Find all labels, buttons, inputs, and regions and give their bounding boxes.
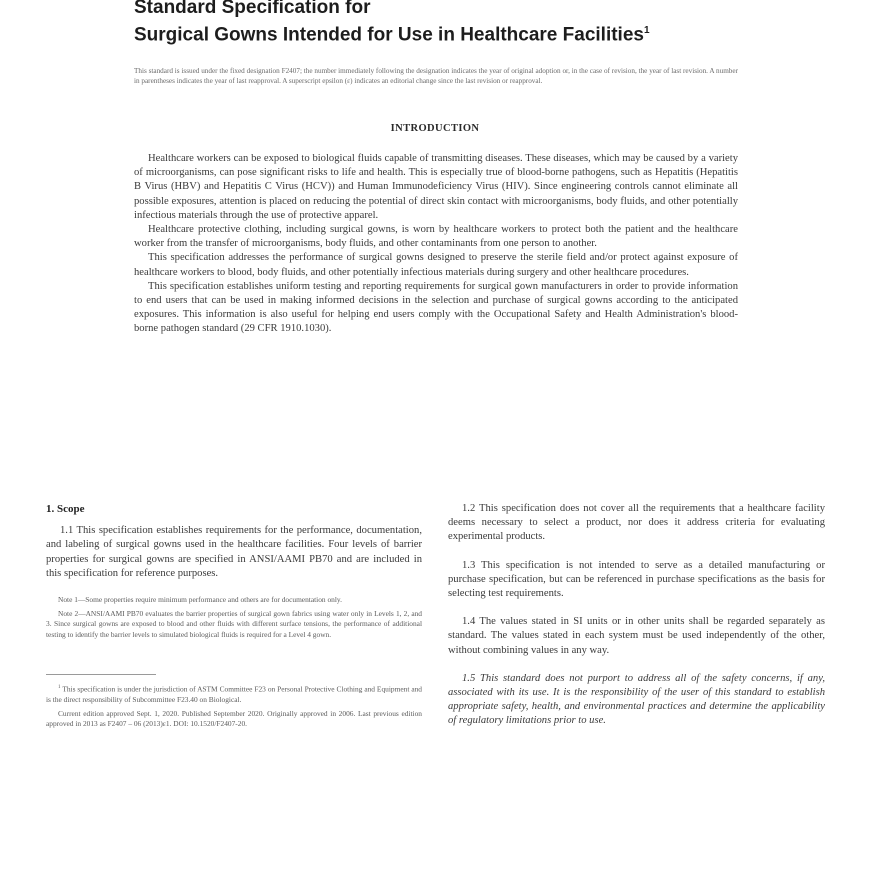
- document-title: [134, 0, 774, 46]
- scope-paragraph-1-2: 1.2 This specification does not cover all the requirements that a healthcare facility deems necessary to select a product, nor does it address criteria for evaluating experimental products.: [448, 503, 825, 543]
- note-1: Note 1—Some properties require minimum performance and others are for documentation only.: [58, 595, 342, 605]
- note-2: Note 2—ANSI/AAMI PB70 evaluates the barrier properties of surgical gown fabrics using water only in Levels 1, 2, and 3. Since surgical gowns are exposed to blood and other fluids with different surface tensions, the performance of additional testing to identify the barrier levels to simulated biological fluids is required for a Level 4 gown.: [46, 609, 422, 639]
- left-column: [46, 502, 422, 733]
- footnote-1-text: This specification is under the jurisdiction of ASTM Committee F23 on Personal Protective Clothing and Equipment and is the direct responsibility of Subcommittee F23.40 on Biological.: [46, 684, 422, 704]
- title-footnote-mark: 1: [643, 25, 650, 36]
- footnote-2: Current edition approved Sept. 1, 2020. Published September 2020. Originally approved in 2006. Last previous edition approved in 2013 as F2407 – 06 (2013)ε1. DOI: 10.1520/F2407-20.: [46, 708, 422, 728]
- right-column: [448, 502, 825, 743]
- intro-paragraph: This specification establishes uniform testing and reporting requirements for surgical gown manufacturers in order to provide information to end users that can be used in making informed decisions in the selection and purchase of surgical gowns according to the anticipated exposures. This information is also useful for helping end users comply with the Occupational Safety and Health Administration's blood-borne pathogen standard (29 CFR 1910.1030).: [134, 280, 738, 335]
- designation-notice: This standard is issued under the fixed designation F2407; the number immediately following the designation indicates the year of original adoption or, in the case of revision, the year of last revision. A number in parentheses indicates the year of last reapproval. A superscript epsilon (ε) indicates an editorial change since the last revision or reapproval.: [134, 67, 738, 86]
- intro-paragraph: This specification addresses the performance of surgical gowns designed to preserve the sterile field and/or protect against exposure of healthcare workers to blood, body fluids, and other potentially infectious materials during surgery and other healthcare procedures.: [134, 252, 738, 278]
- title-line-1: Standard Specification for: [134, 0, 371, 18]
- introduction-heading: INTRODUCTION: [390, 123, 480, 134]
- intro-paragraph: Healthcare protective clothing, including surgical gowns, is worn by healthcare workers to protect both the patient and the healthcare worker from the transfer of microorganisms, body fluids, and other contaminants from one person to another.: [134, 224, 738, 250]
- intro-paragraph: Healthcare workers can be exposed to biological fluids capable of transmitting diseases. These diseases, which may be caused by a variety of microorganisms, can pose significant risks to life and health. This is especially true of blood-borne pathogens, such as Hepatitis (Hepatitis B Virus (HBV) and Hepatitis C Virus (HCV)) and Human Immunodeficiency Virus (HIV). Since engineering controls cannot eliminate all possible exposures, attention is placed on reducing the potential of direct skin contact with microorganisms, body fluids, and other potentially infectious materials through the use of protective apparel.: [134, 153, 738, 221]
- scope-paragraph-1-1: 1.1 This specification establishes requirements for the performance, documentation, and labeling of surgical gowns used in the healthcare facilities. Four levels of barrier properties for surgical gowns are specified in ANSI/AAMI PB70 and are included in this specification for reference purposes.: [46, 525, 422, 579]
- introduction-body: [134, 152, 738, 337]
- scope-paragraph-1-3: 1.3 This specification is not intended to serve as a detailed manufacturing or purchase specification, but can be referenced in purchase specifications as the basis for selecting test requirements.: [448, 559, 825, 600]
- footnote-1-mark: 1: [58, 684, 61, 690]
- title-line-2-text: Surgical Gowns Intended for Use in Healthcare Facilities: [134, 24, 644, 46]
- scope-heading: 1. Scope: [46, 503, 85, 515]
- scope-paragraph-1-5: 1.5 This standard does not purport to address all of the safety concerns, if any, associated with its use. It is the responsibility of the user of this standard to establish appropriate safety, health, and environmental practices and determine the applicability of regulatory limitations prior to use.: [448, 672, 825, 727]
- title-line-2: [134, 19, 774, 46]
- scope-paragraph-1-4: 1.4 The values stated in SI units or in other units shall be regarded separately as standard. The values stated in each system must be used independently of the other, without combining values in any way.: [448, 616, 825, 656]
- footnote-1: [46, 683, 422, 705]
- footnote-divider: [46, 674, 156, 675]
